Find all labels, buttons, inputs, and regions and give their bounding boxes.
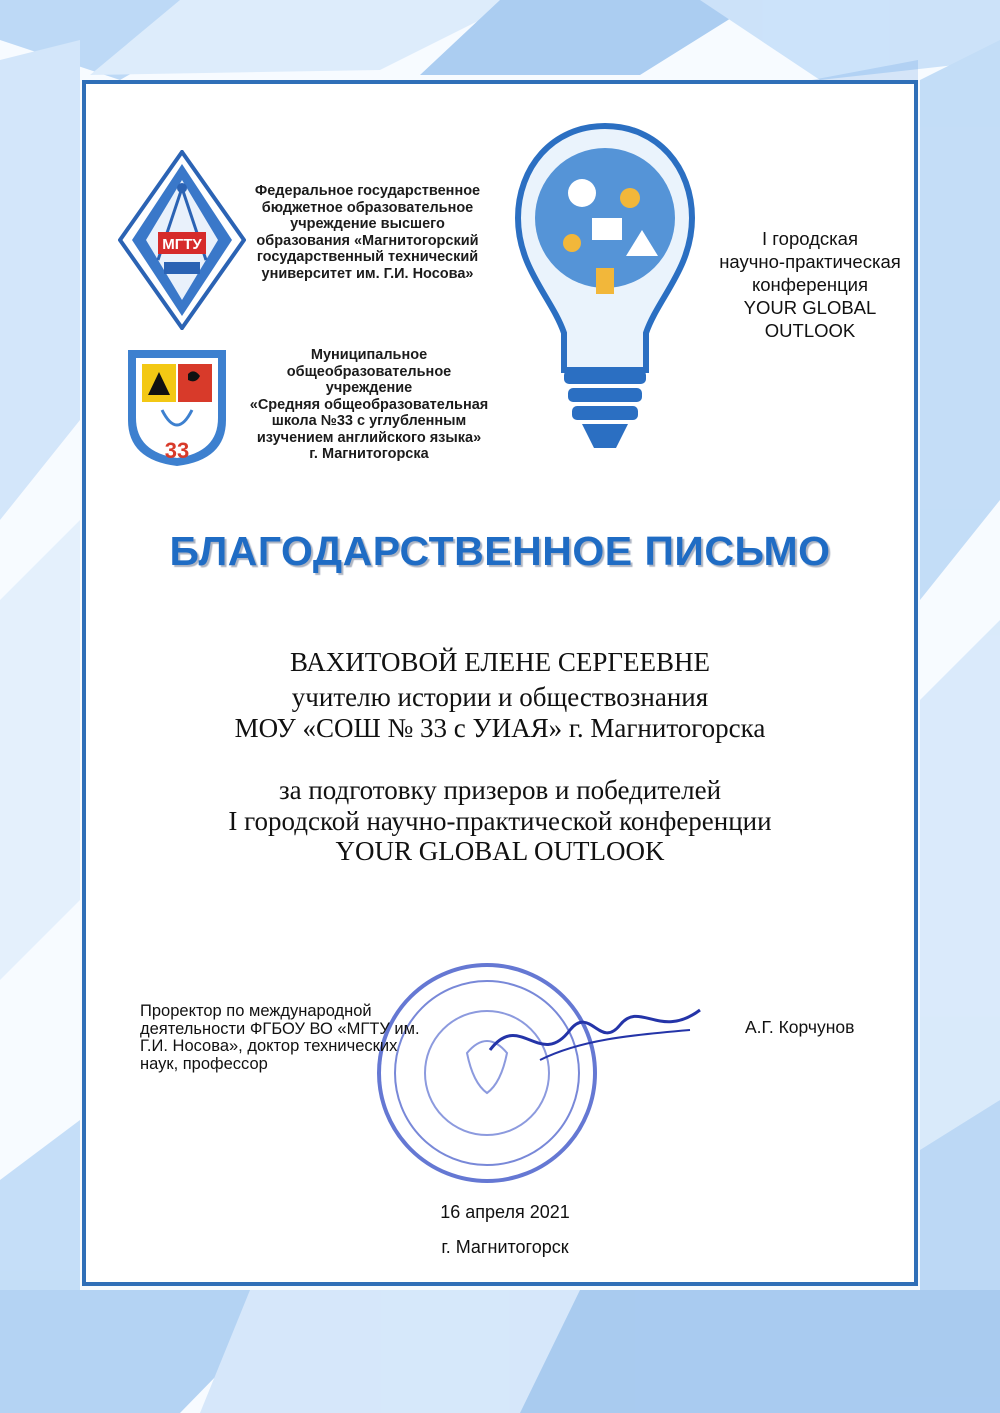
school-name-line: общеобразовательное <box>286 363 452 380</box>
conference-line: конференция <box>751 274 869 295</box>
university-name-line: университет им. Г.И. Носова» <box>261 265 474 282</box>
university-name-line: бюджетное образовательное <box>261 199 474 216</box>
issue-city: г. Магнитогорск <box>441 1237 569 1257</box>
letter-title: БЛАГОДАРСТВЕННОЕ ПИСЬМО <box>169 528 831 574</box>
school-name-line: учреждение <box>325 380 413 396</box>
conference-line: YOUR GLOBAL <box>743 297 877 318</box>
signature-scribble <box>480 990 710 1080</box>
mgtu-logo-text: МГТУ <box>162 236 202 253</box>
school-coat-of-arms <box>118 340 236 470</box>
recipient-name: ВАХИТОВОЙ ЕЛЕНЕ СЕРГЕЕВНЕ <box>290 647 710 677</box>
school-name-line: Муниципальное <box>310 347 428 363</box>
reason-line: за подготовку призеров и победителей <box>278 775 722 805</box>
conference-line: OUTLOOK <box>764 320 856 341</box>
issue-date: 16 апреля 2021 <box>440 1202 570 1222</box>
signer-position-line: Г.И. Носова», доктор технических <box>140 1037 398 1055</box>
school-logo-number: 33 <box>164 438 190 463</box>
recipient-school: МОУ «СОШ № 33 с УИАЯ» г. Магнитогорска <box>234 713 766 743</box>
university-name-line: Федеральное государственное <box>254 183 481 199</box>
school-name-line: изучением английского языка» <box>256 429 482 446</box>
reason-line: I городской научно-практической конференции <box>228 806 772 836</box>
signer-position-line: деятельности ФГБОУ ВО «МГТУ им. <box>140 1019 420 1038</box>
signer-position <box>140 1003 430 1073</box>
lightbulb-icon <box>512 118 698 468</box>
university-name-line: учреждение высшего <box>290 216 445 232</box>
conference-name <box>690 227 930 342</box>
school-name-line: «Средняя общеобразовательная <box>249 396 489 413</box>
school-name-line: г. Магнитогорска <box>309 446 429 462</box>
school-name <box>238 347 500 463</box>
university-name <box>225 183 510 282</box>
signer-name: А.Г. Корчунов <box>745 1017 855 1037</box>
recipient-position: учителю истории и обществознания <box>291 682 709 712</box>
signer-position-line: Проректор по международной <box>140 1002 372 1020</box>
conference-line: I городская <box>762 228 858 249</box>
conference-line: научно-практическая <box>719 251 901 272</box>
reason-line: YOUR GLOBAL OUTLOOK <box>335 836 665 866</box>
university-name-line: государственный технический <box>256 249 479 265</box>
signer-position-line: наук, профессор <box>140 1054 268 1073</box>
school-name-line: школа №33 с углубленным <box>271 413 467 429</box>
university-name-line: образования «Магнитогорский <box>256 232 479 249</box>
